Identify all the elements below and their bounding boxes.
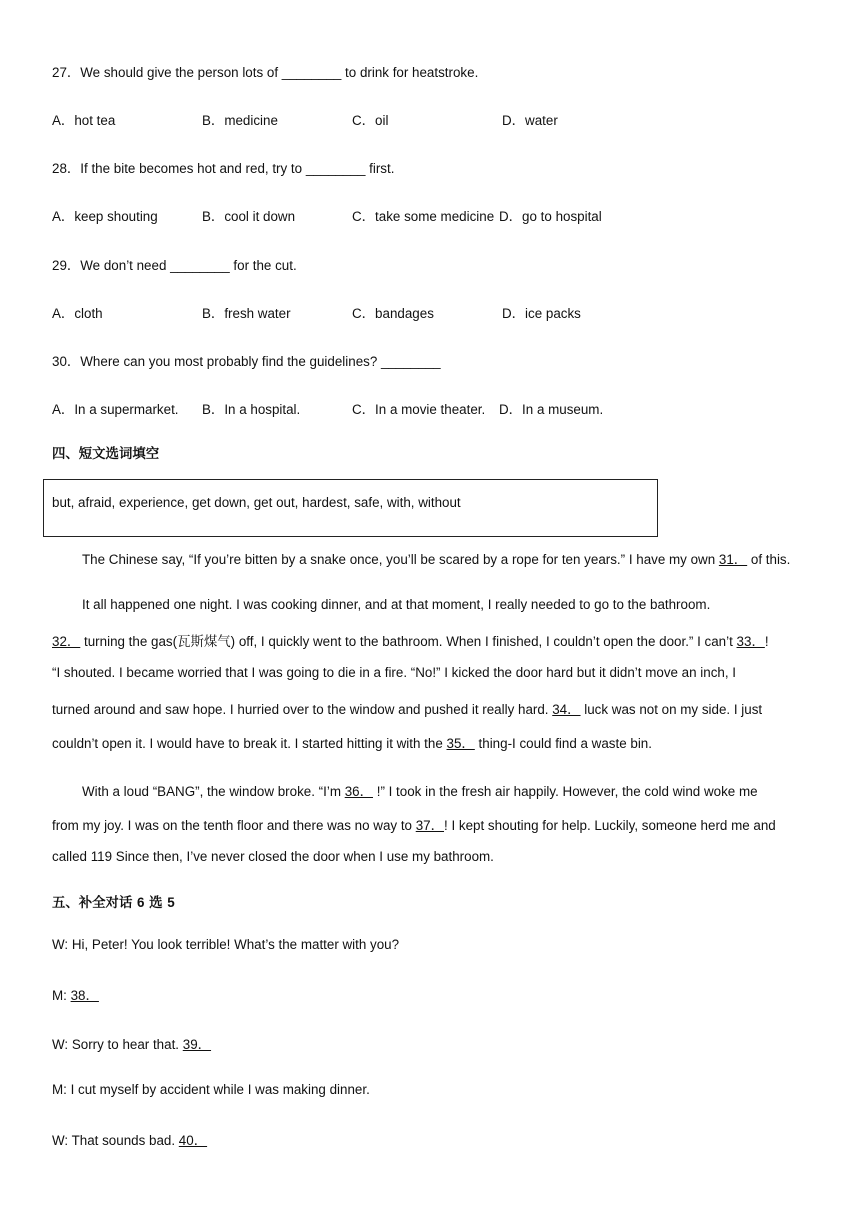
q27-option-d[interactable]: D．water	[502, 113, 558, 128]
word-bank-text: but, afraid, experience, get down, get out, hardest, safe, with, without	[52, 495, 461, 510]
passage-paragraph-1	[82, 549, 790, 568]
dialogue-line-5	[52, 1130, 207, 1149]
q30-option-d[interactable]: D．In a museum.	[499, 402, 604, 417]
blank-34[interactable]: 34．	[552, 702, 581, 717]
passage-p2-line-3: “I shouted. I became worried that I was going to die in a fire. “No!” I kicked the door hard but it didn’t move an inch, I	[52, 665, 737, 680]
blank-33[interactable]: 33．	[736, 634, 765, 649]
gas-chinese-note: 瓦斯煤气	[177, 635, 231, 650]
section-5-title-number: 5	[167, 895, 175, 910]
q27-option-b[interactable]: B．medicine	[202, 113, 278, 128]
blank-39[interactable]: 39．	[182, 1037, 212, 1052]
passage-p2-line-2	[52, 631, 769, 650]
q29-option-c[interactable]: C．bandages	[352, 306, 434, 321]
q28-option-d[interactable]: D．go to hospital	[499, 209, 602, 224]
q29-option-a[interactable]: A．cloth	[52, 306, 103, 321]
passage-p2-line-1: It all happened one night. I was cooking dinner, and at that moment, I really needed to go to the bathroom.	[82, 597, 711, 612]
passage-text: turning the gas(	[80, 634, 178, 649]
section-5-title-part: 选	[144, 896, 168, 911]
q30-option-b[interactable]: B．In a hospital.	[202, 402, 301, 417]
q27-option-c[interactable]: C．oil	[352, 113, 389, 128]
dialogue-line-2	[52, 985, 99, 1004]
section-5-title-number: 6	[137, 895, 145, 910]
passage-p2-line-4	[52, 699, 762, 718]
question-29-stem: 29．We don’t need ________ for the cut.	[52, 258, 297, 273]
section-5-title-part: 五、补全对话	[52, 896, 138, 911]
passage-text: ! I kept shouting for help. Luckily, someone herd me and	[444, 818, 776, 833]
blank-40[interactable]: 40．	[178, 1133, 208, 1148]
passage-text: !” I took in the fresh air happily. However, the cold wind woke me	[373, 784, 758, 799]
blank-37[interactable]: 37．	[415, 818, 445, 833]
passage-text: thing-I could find a waste bin.	[474, 736, 652, 751]
speaker-text: W: Sorry to hear that.	[52, 1037, 183, 1052]
passage-text: !	[764, 634, 769, 649]
passage-text: luck was not on my side. I just	[580, 702, 763, 717]
passage-p3-line-3: called 119 Since then, I’ve never closed the door when I use my bathroom.	[52, 849, 494, 864]
passage-p3-line-2	[52, 815, 776, 834]
passage-p3-line-1	[82, 781, 758, 800]
passage-text: couldn’t open it. I would have to break it. I started hitting it with the	[52, 736, 447, 751]
passage-text: turned around and saw hope. I hurried over to the window and pushed it really hard.	[52, 702, 553, 717]
dialogue-line-3	[52, 1034, 211, 1053]
question-30-stem: 30．Where can you most probably find the guidelines? ________	[52, 354, 441, 369]
section-4-title: 四、短文选词填空	[52, 447, 160, 462]
q29-option-d[interactable]: D．ice packs	[502, 306, 581, 321]
q28-option-a[interactable]: A．keep shouting	[52, 209, 158, 224]
q28-option-b[interactable]: B．cool it down	[202, 209, 296, 224]
q28-option-c[interactable]: C．take some medicine	[352, 209, 495, 224]
question-27-stem: 27．We should give the person lots of ________ to drink for heatstroke.	[52, 65, 479, 80]
speaker-text: M:	[52, 988, 71, 1003]
passage-p2-line-5	[52, 733, 652, 752]
passage-text: The Chinese say, “If you’re bitten by a snake once, you’ll be scared by a rope for ten years.” I have my own	[82, 552, 719, 567]
dialogue-line-4: M: I cut myself by accident while I was making dinner.	[52, 1082, 370, 1097]
q30-option-a[interactable]: A．In a supermarket.	[52, 402, 179, 417]
question-28-stem: 28．If the bite becomes hot and red, try to ________ first.	[52, 161, 395, 176]
q30-option-c[interactable]: C．In a movie theater.	[352, 402, 486, 417]
blank-36[interactable]: 36．	[344, 784, 373, 799]
dialogue-line-1: W: Hi, Peter! You look terrible! What’s the matter with you?	[52, 937, 400, 952]
word-bank-box	[43, 479, 658, 537]
blank-31[interactable]: 31．	[718, 552, 748, 567]
passage-text: With a loud “BANG”, the window broke. “I’m	[82, 784, 345, 799]
blank-38[interactable]: 38．	[70, 988, 99, 1003]
blank-35[interactable]: 35．	[446, 736, 475, 751]
section-5-title	[52, 892, 175, 911]
q27-option-a[interactable]: A．hot tea	[52, 113, 116, 128]
blank-32[interactable]: 32．	[52, 634, 81, 649]
q29-option-b[interactable]: B．fresh water	[202, 306, 291, 321]
speaker-text: W: That sounds bad.	[52, 1133, 179, 1148]
passage-text: from my joy. I was on the tenth floor and there was no way to	[52, 818, 416, 833]
passage-text: ) off, I quickly went to the bathroom. When I finished, I couldn’t open the door.” I can’t	[230, 634, 737, 649]
passage-text: of this.	[747, 552, 791, 567]
